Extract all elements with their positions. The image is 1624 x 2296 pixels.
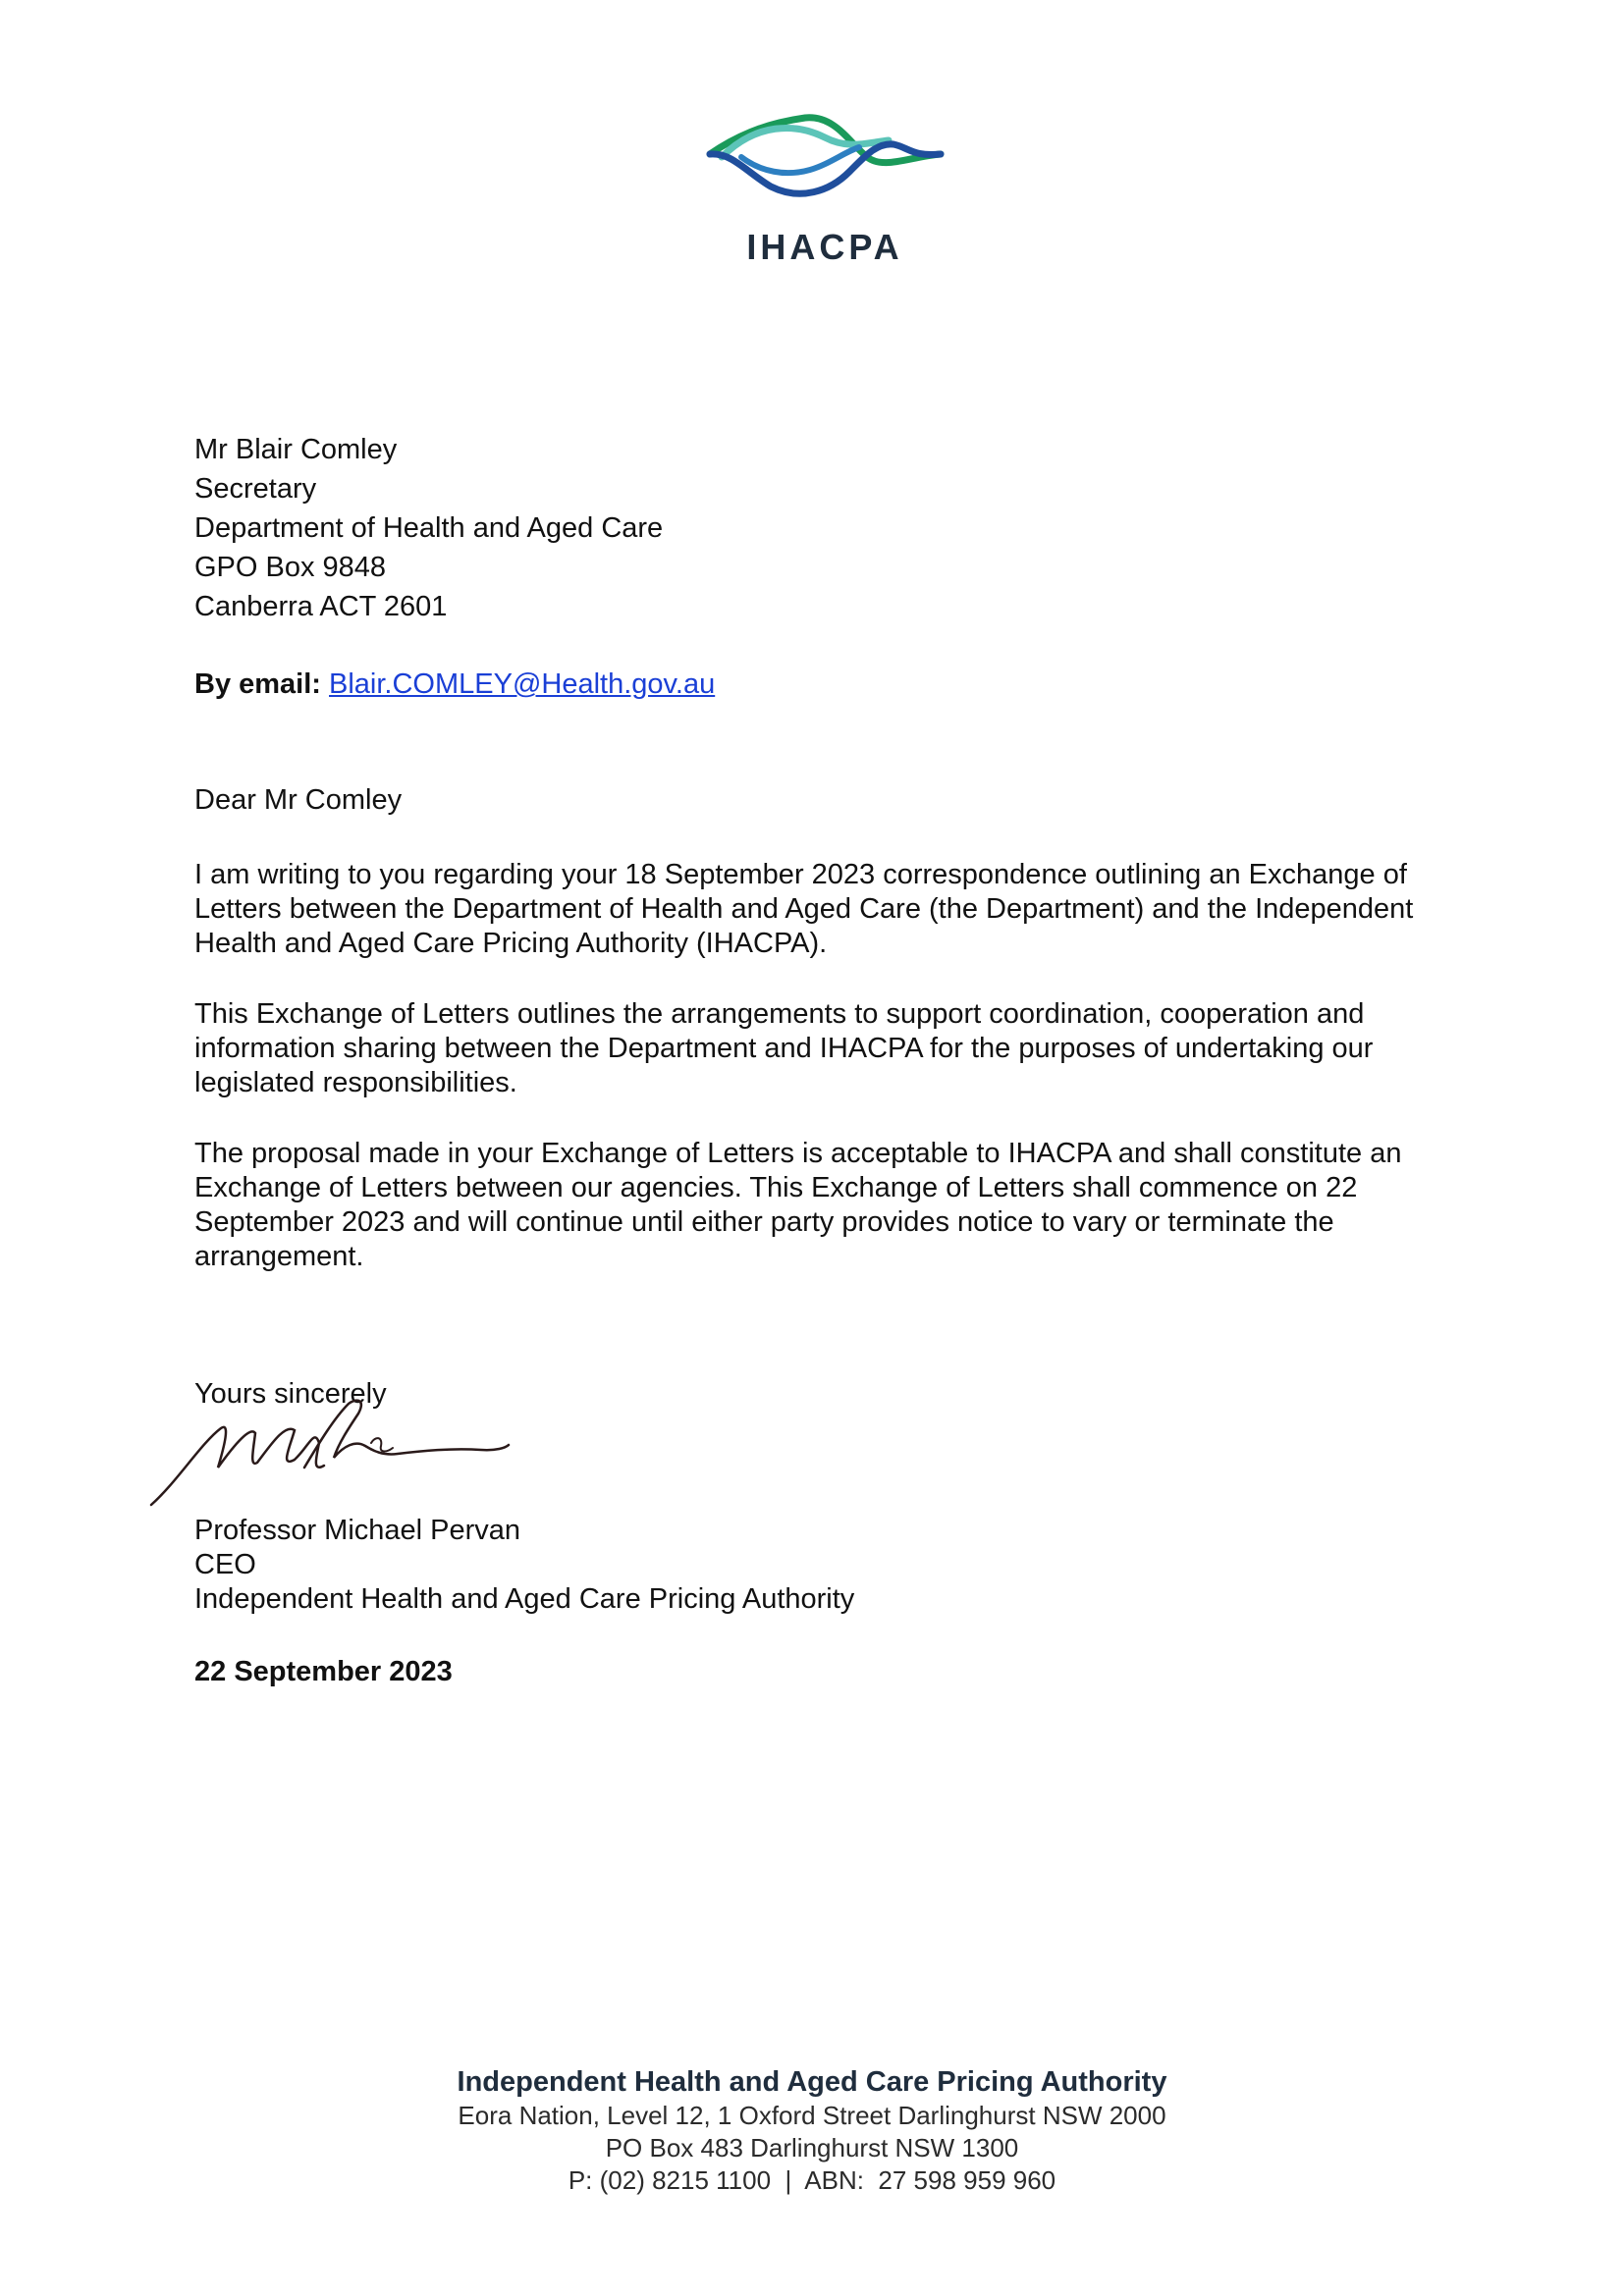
recipient-po-box: GPO Box 9848 [194, 552, 387, 583]
footer-contact: P: (02) 8215 1100 | ABN: 27 598 959 960 [568, 2165, 1056, 2195]
signatory-organisation: Independent Health and Aged Care Pricing Authority [194, 1583, 855, 1615]
wave-logo-icon [702, 103, 947, 211]
letterhead-footer [0, 2064, 1624, 2197]
paragraph-3: The proposal made in your Exchange of Letters is acceptable to IHACPA and shall constitute an Exchange of Letters between our agencies. This Exchange of Letters shall commence on 22 September 2023 and will continue until either party provides notice to vary or terminate the arrangement. [194, 1138, 1402, 1272]
footer-address-line-1: Eora Nation, Level 12, 1 Oxford Street Darlinghurst NSW 2000 [458, 2101, 1166, 2130]
paragraph-2: This Exchange of Letters outlines the arrangements to support coordination, cooperation and information sharing between the Department and IHACPA for the purposes of undertaking our legislated responsibilities. [194, 998, 1374, 1098]
closing: Yours sincerely [194, 1378, 387, 1410]
email-label: By email: [194, 668, 321, 700]
signatory-name: Professor Michael Pervan [194, 1515, 521, 1546]
recipient-department: Department of Health and Aged Care [194, 512, 664, 544]
recipient-title: Secretary [194, 473, 317, 505]
recipient-city: Canberra ACT 2601 [194, 591, 448, 622]
signature-image [147, 1389, 550, 1512]
paragraph-1: I am writing to you regarding your 18 September 2023 correspondence outlining an Exchange of Letters between the Department of Health and Aged Care (the Department) and the Independent Health and Aged Care Pricing Authority (IHACPA). [194, 859, 1414, 959]
recipient-address [194, 430, 663, 626]
footer-organisation: Independent Health and Aged Care Pricing Authority [457, 2066, 1167, 2098]
salutation: Dear Mr Comley [194, 784, 403, 816]
ihacpa-logo [702, 103, 947, 265]
email-link[interactable]: Blair.COMLEY@Health.gov.au [329, 668, 716, 700]
footer-address-line-2: PO Box 483 Darlinghurst NSW 1300 [605, 2133, 1019, 2163]
email-line [194, 667, 715, 702]
signatory-block [194, 1514, 854, 1617]
signatory-title: CEO [194, 1549, 256, 1580]
letter-date: 22 September 2023 [194, 1656, 453, 1687]
logo-wordmark: IHACPA [746, 227, 903, 267]
recipient-name: Mr Blair Comley [194, 434, 398, 465]
